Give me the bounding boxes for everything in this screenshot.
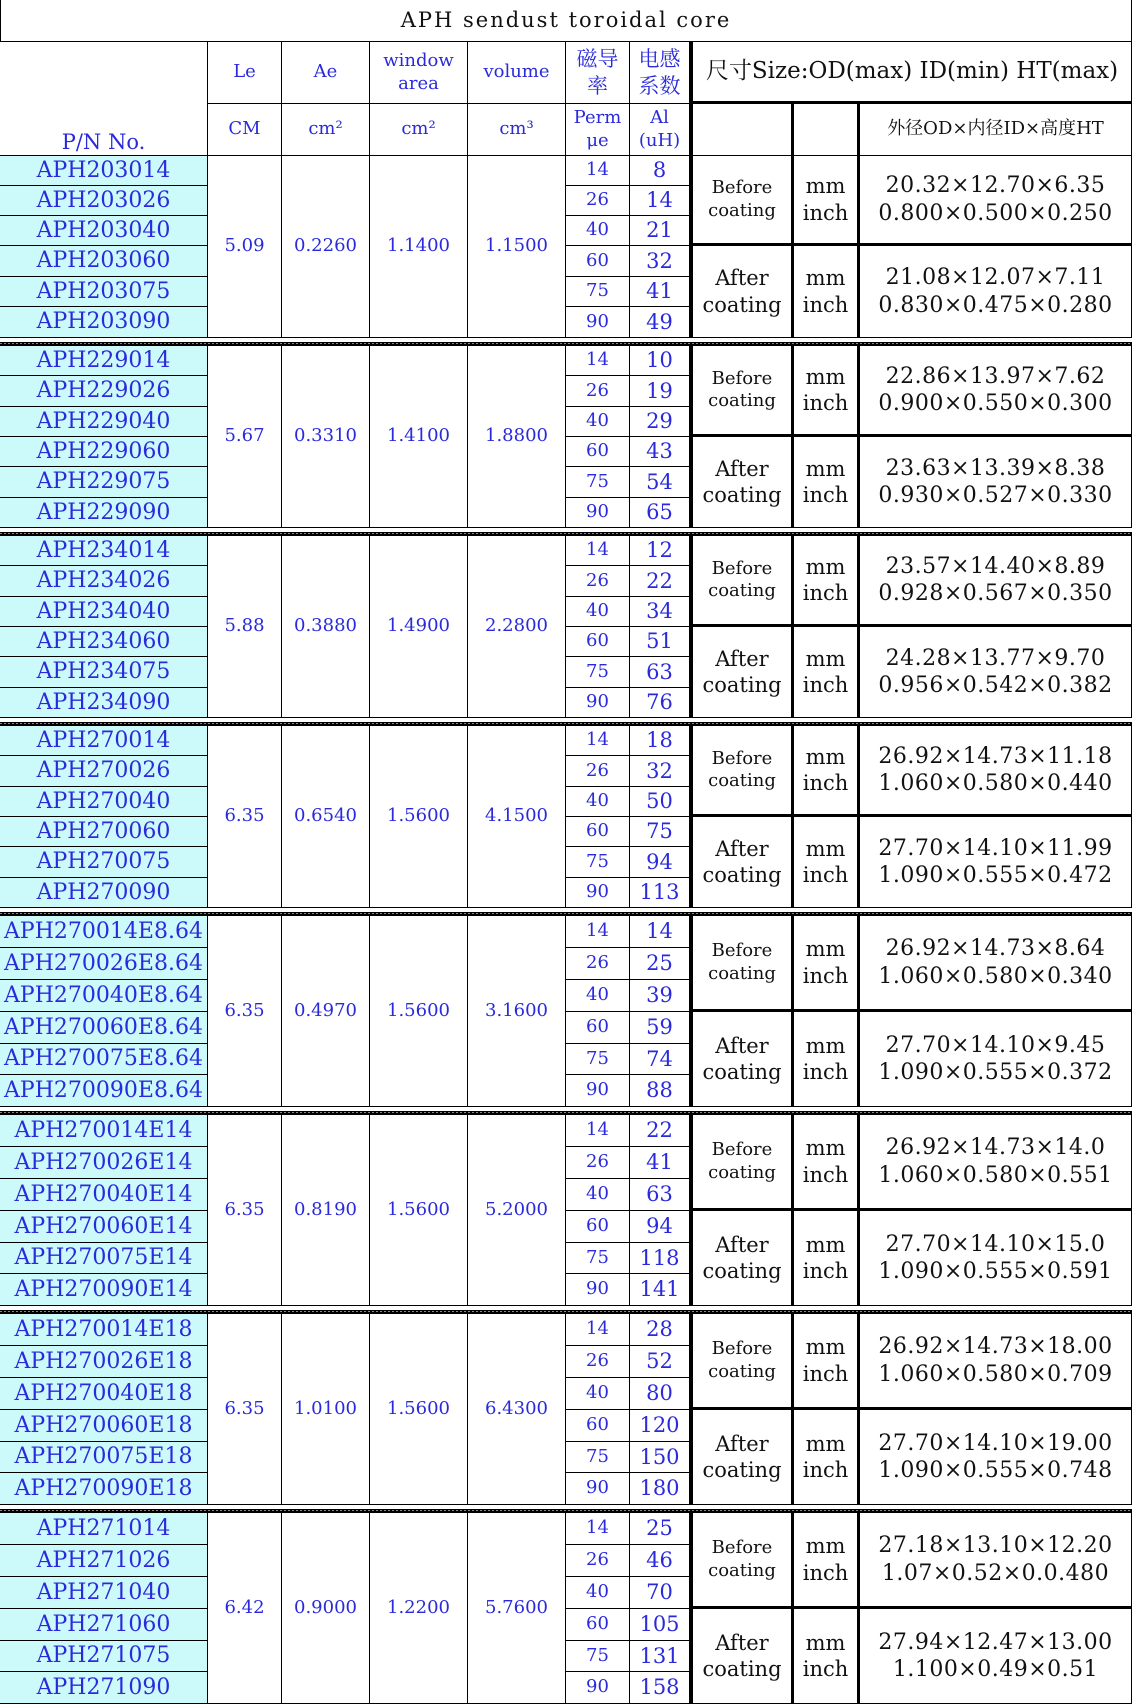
perm-value: 40 [566, 597, 630, 627]
perm-value: 90 [566, 1075, 630, 1107]
le-value: 6.35 [208, 1314, 282, 1505]
al-value: 41 [630, 1147, 693, 1179]
al-value: 8 [630, 156, 693, 186]
dims-before-coating: 26.92×14.73×11.18 1.060×0.580×0.440 [860, 726, 1132, 817]
perm-value: 40 [566, 1577, 630, 1609]
al-value: 29 [630, 407, 693, 437]
al-value: 51 [630, 627, 693, 657]
units-before: mm inch [794, 916, 860, 1012]
units-before: mm inch [794, 726, 860, 817]
al-value: 12 [630, 536, 693, 566]
after-coating-label: After coating [693, 817, 794, 908]
part-number: APH234075 [0, 657, 208, 688]
volume-value: 1.1500 [468, 156, 566, 338]
perm-value: 60 [566, 817, 630, 847]
part-number: APH270040E14 [0, 1179, 208, 1211]
ae-value: 0.8190 [282, 1115, 370, 1306]
perm-value: 14 [566, 1314, 630, 1346]
le-value: 6.35 [208, 1115, 282, 1306]
perm-value: 40 [566, 980, 630, 1012]
perm-value: 14 [566, 1513, 630, 1545]
units-after: mm inch [794, 1012, 860, 1107]
al-value: 28 [630, 1314, 693, 1346]
perm-value: 60 [566, 1012, 630, 1044]
window-value: 1.5600 [370, 916, 468, 1107]
units-after: mm inch [794, 1609, 860, 1704]
after-coating-label: After coating [693, 246, 794, 338]
window-value: 1.2200 [370, 1513, 468, 1704]
header-ae-unit: cm² [282, 104, 370, 156]
le-value: 6.35 [208, 726, 282, 908]
al-value: 88 [630, 1075, 693, 1107]
header-dims: 外径OD×内径ID×高度HT [860, 104, 1132, 156]
al-value: 14 [630, 186, 693, 216]
units-after: mm inch [794, 817, 860, 908]
perm-value: 75 [566, 277, 630, 307]
units-before: mm inch [794, 1513, 860, 1609]
al-value: 43 [630, 437, 693, 467]
al-value: 76 [630, 688, 693, 718]
before-coating-label: Before coating [693, 1513, 794, 1609]
window-value: 1.5600 [370, 1115, 468, 1306]
dims-before-coating: 22.86×13.97×7.62 0.900×0.550×0.300 [860, 346, 1132, 437]
al-value: 65 [630, 498, 693, 528]
part-number: APH270040E8.64 [0, 980, 208, 1012]
perm-value: 90 [566, 498, 630, 528]
units-before: mm inch [794, 156, 860, 246]
al-value: 32 [630, 246, 693, 277]
al-value: 118 [630, 1243, 693, 1274]
dims-before-coating: 26.92×14.73×18.00 1.060×0.580×0.709 [860, 1314, 1132, 1410]
al-value: 63 [630, 657, 693, 688]
part-number: APH203075 [0, 277, 208, 307]
perm-value: 60 [566, 627, 630, 657]
part-number: APH270090E18 [0, 1473, 208, 1505]
part-number: APH234014 [0, 536, 208, 566]
before-coating-label: Before coating [693, 536, 794, 627]
perm-value: 90 [566, 1274, 630, 1306]
al-value: 49 [630, 307, 693, 338]
ae-value: 0.3880 [282, 536, 370, 718]
al-value: 14 [630, 916, 693, 948]
al-value: 19 [630, 376, 693, 407]
header-pn: P/N No. [0, 42, 208, 156]
perm-value: 75 [566, 1243, 630, 1274]
le-value: 5.09 [208, 156, 282, 338]
part-number: APH270014E14 [0, 1115, 208, 1147]
part-number: APH270026E8.64 [0, 948, 208, 980]
al-value: 25 [630, 1513, 693, 1545]
al-value: 54 [630, 467, 693, 498]
dims-after-coating: 27.70×14.10×9.45 1.090×0.555×0.372 [860, 1012, 1132, 1107]
dims-after-coating: 27.70×14.10×11.99 1.090×0.555×0.472 [860, 817, 1132, 908]
part-number: APH270014 [0, 726, 208, 756]
perm-value: 26 [566, 1147, 630, 1179]
after-coating-label: After coating [693, 437, 794, 528]
units-after: mm inch [794, 1410, 860, 1505]
part-number: APH203060 [0, 246, 208, 277]
perm-value: 26 [566, 376, 630, 407]
after-coating-label: After coating [693, 1211, 794, 1306]
al-value: 59 [630, 1012, 693, 1044]
part-number: APH229090 [0, 498, 208, 528]
perm-value: 26 [566, 756, 630, 787]
part-number: APH270090E8.64 [0, 1075, 208, 1107]
al-value: 113 [630, 878, 693, 908]
perm-value: 14 [566, 346, 630, 376]
perm-value: 14 [566, 916, 630, 948]
al-value: 150 [630, 1442, 693, 1473]
part-number: APH270075 [0, 847, 208, 878]
part-number: APH229075 [0, 467, 208, 498]
al-value: 74 [630, 1044, 693, 1075]
part-number: APH229014 [0, 346, 208, 376]
perm-value: 40 [566, 1179, 630, 1211]
header-volume-unit: cm³ [468, 104, 566, 156]
ae-value: 0.3310 [282, 346, 370, 528]
perm-value: 60 [566, 1211, 630, 1243]
le-value: 5.67 [208, 346, 282, 528]
part-number: APH234026 [0, 566, 208, 597]
units-before: mm inch [794, 536, 860, 627]
part-number: APH270090E14 [0, 1274, 208, 1306]
part-number: APH203040 [0, 216, 208, 246]
header-le: Le [208, 42, 282, 104]
part-number: APH270060 [0, 817, 208, 847]
window-value: 1.5600 [370, 1314, 468, 1505]
al-value: 141 [630, 1274, 693, 1306]
perm-value: 75 [566, 1044, 630, 1075]
perm-value: 75 [566, 657, 630, 688]
al-value: 94 [630, 847, 693, 878]
part-number: APH271026 [0, 1545, 208, 1577]
header-perm-cn: 磁导 率 [566, 42, 630, 104]
dims-before-coating: 20.32×12.70×6.35 0.800×0.500×0.250 [860, 156, 1132, 246]
after-coating-label: After coating [693, 627, 794, 718]
part-number: APH203090 [0, 307, 208, 338]
part-number: APH270026E14 [0, 1147, 208, 1179]
part-number: APH271090 [0, 1672, 208, 1704]
before-coating-label: Before coating [693, 346, 794, 437]
page-title: APH sendust toroidal core [0, 0, 1132, 42]
perm-value: 26 [566, 1346, 630, 1378]
part-number: APH270014E18 [0, 1314, 208, 1346]
al-value: 63 [630, 1179, 693, 1211]
al-value: 70 [630, 1577, 693, 1609]
ae-value: 0.6540 [282, 726, 370, 908]
units-after: mm inch [794, 1211, 860, 1306]
al-value: 46 [630, 1545, 693, 1577]
ae-value: 0.9000 [282, 1513, 370, 1704]
dims-after-coating: 23.63×13.39×8.38 0.930×0.527×0.330 [860, 437, 1132, 528]
part-number: APH229040 [0, 407, 208, 437]
al-value: 10 [630, 346, 693, 376]
after-coating-label: After coating [693, 1012, 794, 1107]
al-value: 18 [630, 726, 693, 756]
perm-value: 75 [566, 1442, 630, 1473]
al-value: 39 [630, 980, 693, 1012]
part-number: APH270040E18 [0, 1378, 208, 1410]
al-value: 120 [630, 1410, 693, 1442]
al-value: 52 [630, 1346, 693, 1378]
dims-before-coating: 26.92×14.73×8.64 1.060×0.580×0.340 [860, 916, 1132, 1012]
perm-value: 90 [566, 688, 630, 718]
part-number: APH270075E18 [0, 1442, 208, 1473]
units-before: mm inch [794, 346, 860, 437]
perm-value: 14 [566, 1115, 630, 1147]
al-value: 180 [630, 1473, 693, 1505]
volume-value: 3.1600 [468, 916, 566, 1107]
header-perm: Perm μe [566, 104, 630, 156]
header-al: Al (uH) [630, 104, 693, 156]
part-number: APH203026 [0, 186, 208, 216]
part-number: APH270060E8.64 [0, 1012, 208, 1044]
part-number: APH270060E18 [0, 1410, 208, 1442]
part-number: APH270026E18 [0, 1346, 208, 1378]
part-number: APH271075 [0, 1641, 208, 1672]
perm-value: 75 [566, 1641, 630, 1672]
after-coating-label: After coating [693, 1609, 794, 1704]
header-ae: Ae [282, 42, 370, 104]
volume-value: 5.7600 [468, 1513, 566, 1704]
header-le-unit: CM [208, 104, 282, 156]
al-value: 22 [630, 566, 693, 597]
after-coating-label: After coating [693, 1410, 794, 1505]
volume-value: 4.1500 [468, 726, 566, 908]
dims-before-coating: 27.18×13.10×12.20 1.07×0.52×0.0.480 [860, 1513, 1132, 1609]
before-coating-label: Before coating [693, 916, 794, 1012]
window-value: 1.4100 [370, 346, 468, 528]
window-value: 1.4900 [370, 536, 468, 718]
le-value: 5.88 [208, 536, 282, 718]
al-value: 34 [630, 597, 693, 627]
dims-after-coating: 21.08×12.07×7.11 0.830×0.475×0.280 [860, 246, 1132, 338]
perm-value: 40 [566, 216, 630, 246]
perm-value: 60 [566, 437, 630, 467]
ae-value: 0.4970 [282, 916, 370, 1107]
part-number: APH270090 [0, 878, 208, 908]
perm-value: 75 [566, 847, 630, 878]
header-window-unit: cm² [370, 104, 468, 156]
perm-value: 90 [566, 878, 630, 908]
al-value: 41 [630, 277, 693, 307]
part-number: APH271014 [0, 1513, 208, 1545]
part-number: APH270075E8.64 [0, 1044, 208, 1075]
before-coating-label: Before coating [693, 1314, 794, 1410]
part-number: APH234060 [0, 627, 208, 657]
perm-value: 26 [566, 948, 630, 980]
part-number: APH270075E14 [0, 1243, 208, 1274]
al-value: 105 [630, 1609, 693, 1641]
perm-value: 14 [566, 536, 630, 566]
perm-value: 14 [566, 156, 630, 186]
perm-value: 60 [566, 246, 630, 277]
dims-after-coating: 27.70×14.10×15.0 1.090×0.555×0.591 [860, 1211, 1132, 1306]
volume-value: 1.8800 [468, 346, 566, 528]
perm-value: 14 [566, 726, 630, 756]
al-value: 75 [630, 817, 693, 847]
al-value: 25 [630, 948, 693, 980]
volume-value: 6.4300 [468, 1314, 566, 1505]
part-number: APH270026 [0, 756, 208, 787]
header-window: window area [370, 42, 468, 104]
header-al-cn: 电感 系数 [630, 42, 693, 104]
header-size: 尺寸Size:OD(max) ID(min) HT(max) [693, 42, 1132, 104]
ae-value: 0.2260 [282, 156, 370, 338]
part-number: APH229060 [0, 437, 208, 467]
part-number: APH271040 [0, 1577, 208, 1609]
units-after: mm inch [794, 437, 860, 528]
al-value: 22 [630, 1115, 693, 1147]
al-value: 80 [630, 1378, 693, 1410]
perm-value: 60 [566, 1609, 630, 1641]
header-blank-2 [794, 104, 860, 156]
part-number: APH229026 [0, 376, 208, 407]
al-value: 50 [630, 787, 693, 817]
perm-value: 26 [566, 566, 630, 597]
volume-value: 5.2000 [468, 1115, 566, 1306]
al-value: 158 [630, 1672, 693, 1704]
dims-after-coating: 24.28×13.77×9.70 0.956×0.542×0.382 [860, 627, 1132, 718]
volume-value: 2.2800 [468, 536, 566, 718]
dims-after-coating: 27.94×12.47×13.00 1.100×0.49×0.51 [860, 1609, 1132, 1704]
perm-value: 26 [566, 1545, 630, 1577]
before-coating-label: Before coating [693, 1115, 794, 1211]
perm-value: 40 [566, 1378, 630, 1410]
perm-value: 26 [566, 186, 630, 216]
units-after: mm inch [794, 627, 860, 718]
perm-value: 60 [566, 1410, 630, 1442]
le-value: 6.42 [208, 1513, 282, 1704]
part-number: APH270014E8.64 [0, 916, 208, 948]
perm-value: 40 [566, 407, 630, 437]
header-blank-1 [693, 104, 794, 156]
le-value: 6.35 [208, 916, 282, 1107]
part-number: APH234090 [0, 688, 208, 718]
part-number: APH234040 [0, 597, 208, 627]
window-value: 1.1400 [370, 156, 468, 338]
perm-value: 90 [566, 307, 630, 338]
perm-value: 40 [566, 787, 630, 817]
part-number: APH270060E14 [0, 1211, 208, 1243]
before-coating-label: Before coating [693, 156, 794, 246]
dims-after-coating: 27.70×14.10×19.00 1.090×0.555×0.748 [860, 1410, 1132, 1505]
units-after: mm inch [794, 246, 860, 338]
perm-value: 90 [566, 1473, 630, 1505]
dims-before-coating: 26.92×14.73×14.0 1.060×0.580×0.551 [860, 1115, 1132, 1211]
al-value: 131 [630, 1641, 693, 1672]
part-number: APH270040 [0, 787, 208, 817]
al-value: 94 [630, 1211, 693, 1243]
perm-value: 75 [566, 467, 630, 498]
part-number: APH271060 [0, 1609, 208, 1641]
al-value: 32 [630, 756, 693, 787]
header-volume: volume [468, 42, 566, 104]
dims-before-coating: 23.57×14.40×8.89 0.928×0.567×0.350 [860, 536, 1132, 627]
before-coating-label: Before coating [693, 726, 794, 817]
al-value: 21 [630, 216, 693, 246]
part-number: APH203014 [0, 156, 208, 186]
units-before: mm inch [794, 1314, 860, 1410]
window-value: 1.5600 [370, 726, 468, 908]
units-before: mm inch [794, 1115, 860, 1211]
ae-value: 1.0100 [282, 1314, 370, 1505]
perm-value: 90 [566, 1672, 630, 1704]
